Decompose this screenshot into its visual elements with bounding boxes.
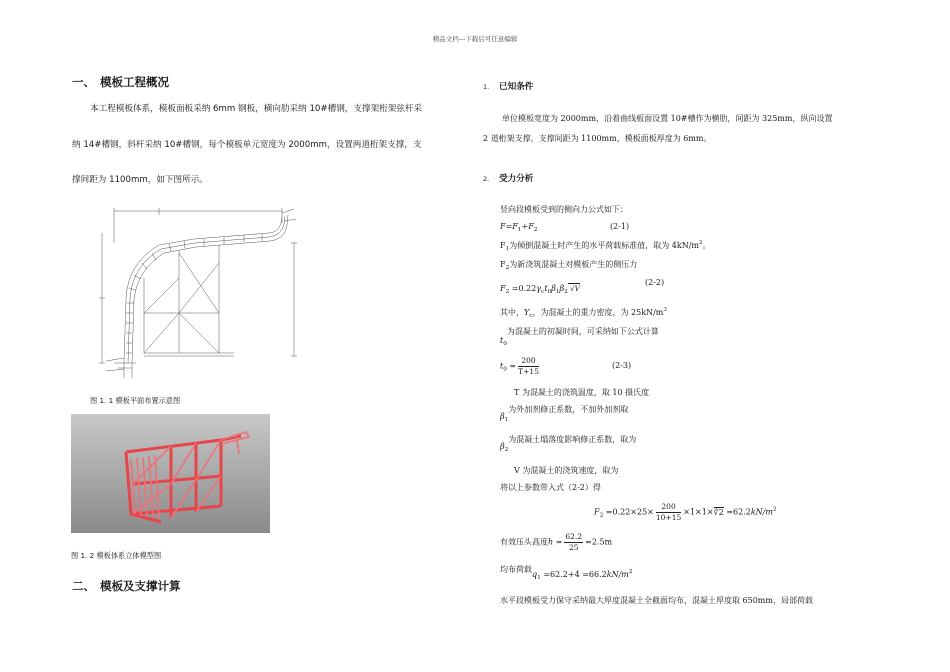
f1-definition: $F_1$为倾倒混凝土时产生的水平荷载标准值，取为 $4kN/m^2$。 bbox=[500, 240, 711, 252]
equation-result-f2: $F_2 =0.22\times 25\times$ $\frac{200}{10+15}$ ×1×1×∛2 $=62.2kN/m^2$ bbox=[594, 502, 777, 522]
lateral-force-intro: 竖向段模板受到的侧向力公式如下： bbox=[500, 205, 628, 214]
conditions-line-1: 单位模板宽度为 2000mm，沿着曲线板面设置 10#槽作为横肋，间距为 325mm，纵向设置 bbox=[502, 114, 833, 123]
effective-head-height: 有效压头高度h = $\frac{62.2}{25}$ =2.5m bbox=[500, 532, 613, 552]
fraction: $\frac{200}{10+15}$ bbox=[655, 502, 682, 522]
formwork-plan-drawing bbox=[84, 203, 314, 388]
uniform-load: 均布荷载$q_1 =62.2+4 =66.2kN/m^2$ bbox=[500, 565, 633, 581]
t0-definition: $t_0$为混凝土的初凝时间，可采纳如下公式计算 bbox=[500, 327, 659, 347]
beta1-definition: $\beta_1$为外加剂修正系数，不加外加剂取 bbox=[500, 405, 629, 423]
conditions-line-2: 2 道桁架支撑，支撑间距为 1100mm，模板面板厚度为 6mm。 bbox=[483, 134, 712, 143]
equation-number-2-3: (2-3) bbox=[612, 361, 632, 370]
formwork-3d-model bbox=[71, 414, 270, 533]
paragraph-line: 纳 14#槽钢，斜杆采纳 10#槽钢，每个模板单元宽度为 2000mm，设置两道桁架支撑，支 bbox=[72, 139, 422, 150]
subsection-force-analysis: 2. 受力分析 bbox=[483, 174, 534, 184]
beta2-definition: $\beta_2$为混凝土塌落度影响修正系数，取为 bbox=[500, 435, 637, 453]
horizontal-section-text: 水平段模板受力保守采纳最大厚度混凝土全截面均布，混凝土厚度取 650mm，局部荷载 bbox=[500, 596, 813, 605]
paragraph-line: 本工程模板体系，模板面板采纳 6mm 钢板，横向肋采纳 10#槽钢，支撑架桁架弦杆采 bbox=[90, 104, 423, 114]
fraction: $\frac{62.2}{25}$ bbox=[565, 532, 583, 552]
overview-paragraph bbox=[72, 100, 467, 191]
paragraph-line: 撑间距为 1100mm，如下图所示。 bbox=[72, 175, 208, 185]
f2-definition: $F_2$为新浇筑混凝土对模板产生的侧压力 bbox=[500, 260, 638, 271]
equation-number-2-1: (2-1) bbox=[610, 222, 630, 231]
t-definition: T 为混凝土的浇筑温度，取 10 摄氏度 bbox=[514, 388, 650, 397]
section-heading-1: 一、 模板工程概况 bbox=[72, 75, 169, 89]
page-header: 精品文档---下载后可任意编辑 bbox=[432, 35, 518, 43]
subsection-known-conditions: 1. 已知条件 bbox=[483, 82, 534, 92]
v-definition: V 为混凝土的浇筑速度，取为 bbox=[514, 466, 619, 475]
section-heading-2: 二、 模板及支撑计算 bbox=[72, 579, 181, 593]
equation-2-2: $F_2 =0.22\gamma_ct_0\beta_1\beta_2$ √V bbox=[500, 284, 580, 295]
gamma-definition: 其中，$Y_c$，为混凝土的重力密度，为 $25kN/m^3$ bbox=[500, 307, 667, 319]
substitution-text: 将以上参数带入式（2-2）得 bbox=[500, 483, 601, 492]
equation-number-2-2: (2-2) bbox=[645, 278, 665, 287]
fraction: $\frac{200}{T+15}$ bbox=[518, 356, 539, 376]
figure-1-caption: 图 1. 1 模板平面布置示意图 bbox=[90, 396, 181, 405]
figure-2-caption: 图 1. 2 模板体系立体模型图 bbox=[71, 551, 162, 560]
equation-2-1: $F=F_1+F_2$ bbox=[500, 222, 538, 233]
equation-2-3: $t_0$ = $\frac{200}{T+15}$ bbox=[500, 356, 539, 376]
